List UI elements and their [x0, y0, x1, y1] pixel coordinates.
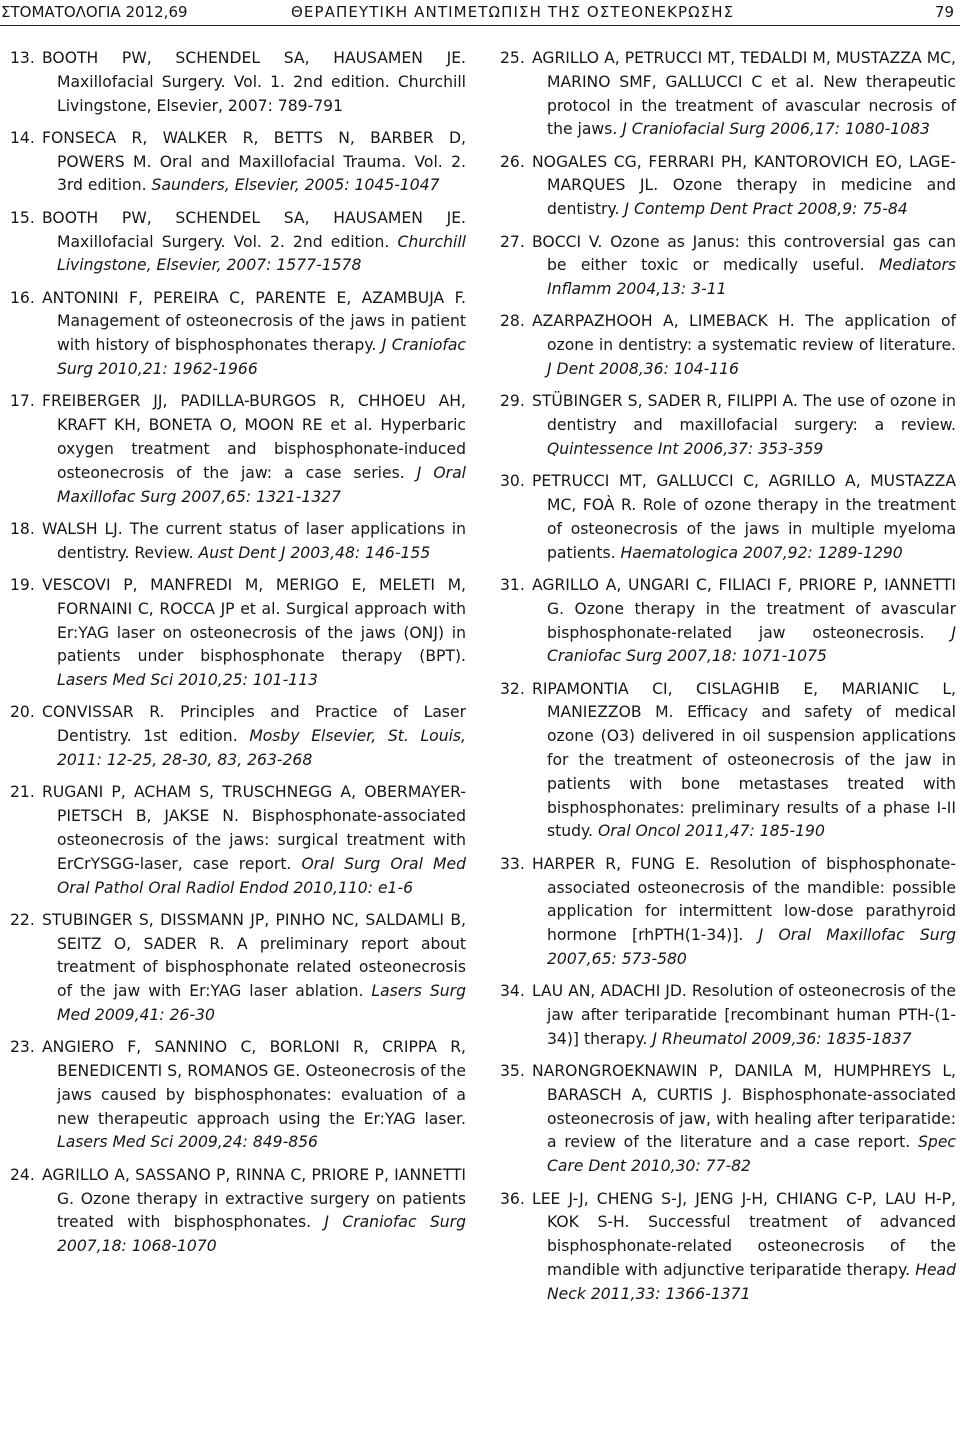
reference-item — [10, 518, 466, 566]
reference-item — [500, 574, 956, 669]
reference-item — [500, 231, 956, 302]
reference-number: 14. — [10, 128, 35, 147]
reference-source: Haematologica 2007,92: 1289-1290 — [620, 543, 903, 562]
reference-authors: RUGANI P, ACHAM S, TRUSCHNEGG A, OBERMAYER-PIETSCH B, JAKSE N. — [42, 783, 466, 826]
reference-title: The use of ozone in dentistry and maxillofacial surgery: a review. — [547, 392, 956, 435]
reference-source: Saunders, Elsevier, 2005: 1045-1047 — [151, 176, 440, 195]
references-column-left — [10, 47, 466, 1267]
reference-number: 17. — [10, 392, 35, 411]
reference-title: Ozone therapy in the treatment of avascular bisphosphonate-related jaw osteonecrosis. — [547, 599, 956, 642]
reference-number: 20. — [10, 703, 35, 722]
reference-source: J Craniofac Surg 2007,18: 1071-1075 — [547, 623, 956, 666]
reference-number: 28. — [500, 312, 525, 331]
reference-authors: RIPAMONTIA CI, CISLAGHIB E, MARIANIC L, MANIEZZOB M. — [532, 679, 956, 722]
reference-title: Osteonecrosis of the jaws caused by bisphosphonates: evaluation of a new therapeutic approach using the Er:YAG laser. — [57, 1062, 466, 1128]
reference-item — [500, 980, 956, 1051]
reference-source: Head Neck 2011,33: 1366-1371 — [547, 1260, 956, 1303]
reference-title: Ozone therapy in medicine and dentistry. — [547, 176, 956, 219]
reference-item — [500, 853, 956, 972]
reference-authors: NOGALES CG, FERRARI PH, KANTOROVICH EO, LAGE-MARQUES JL. — [532, 152, 956, 195]
reference-number: 35. — [500, 1062, 525, 1081]
reference-title: Surgical approach with Er:YAG laser on osteonecrosis of the jaws (ONJ) in patients under bisphosphonate therapy (BPT). — [57, 599, 466, 666]
reference-title: Maxillofacial Surgery. Vol. 1. 2nd edition. Churchill Livingstone, Elsevier, 2007: 789-791 — [57, 72, 466, 115]
reference-source: Aust Dent J 2003,48: 146-155 — [198, 543, 431, 562]
reference-item — [500, 1188, 956, 1307]
reference-item — [500, 151, 956, 222]
reference-title: Bisphosphonate-associated osteonecrosis of jaw, with healing after teriparatide: a review of the literature and a case report. — [547, 1085, 956, 1152]
reference-title: Resolution of osteonecrosis of the jaw after teriparatide [recombinant human PTH-(1-34)] therapy. — [547, 982, 956, 1048]
reference-source: Oral Oncol 2011,47: 185-190 — [597, 822, 825, 841]
reference-authors: STÜBINGER S, SADER R, FILIPPI A. — [532, 392, 798, 411]
reference-number: 18. — [10, 519, 35, 538]
reference-source: J Craniofacial Surg 2006,17: 1080-1083 — [622, 120, 930, 139]
reference-source: J Craniofac Surg 2007,18: 1068-1070 — [57, 1213, 466, 1256]
reference-title: Oral and Maxillofacial Trauma. Vol. 2. 3rd edition. — [57, 152, 466, 195]
reference-number: 23. — [10, 1038, 35, 1057]
reference-authors: LEE J-J, CHENG S-J, JENG J-H, CHIANG C-P, LAU H-P, KOK S-H. — [532, 1189, 956, 1232]
reference-authors: NARONGROEKNAWIN P, DANILA M, HUMPHREYS L, BARASCH A, CURTIS J. — [532, 1062, 956, 1104]
reference-authors: CONVISSAR R. — [42, 703, 165, 722]
reference-item — [500, 47, 956, 142]
reference-item — [500, 390, 956, 461]
reference-item — [10, 701, 466, 772]
reference-number: 31. — [500, 575, 525, 594]
reference-authors: BOCCI V. — [532, 232, 603, 251]
reference-title: A preliminary report about treatment of bisphosphonate related osteonecrosis of the jaw with Er:YAG laser ablation. — [57, 934, 466, 1001]
reference-source: Lasers Med Sci 2010,25: 101-113 — [57, 671, 318, 690]
reference-item — [10, 1164, 466, 1259]
reference-source: Lasers Med Sci 2009,24: 849-856 — [57, 1133, 318, 1152]
running-title: ΘΕΡΑΠΕΥΤΙΚΗ ΑΝΤΙΜΕΤΩΠΙΣΗ ΤΗΣ ΟΣΤΕΟΝΕΚΡΩΣΗΣ — [291, 3, 735, 21]
reference-authors: ANGIERO F, SANNINO C, BORLONI R, CRIPPA R, BENEDICENTI S, ROMANOS GE. — [42, 1038, 466, 1081]
reference-number: 29. — [500, 392, 525, 411]
reference-source: J Craniofac Surg 2010,21: 1962-1966 — [57, 336, 466, 379]
reference-source: J Dent 2008,36: 104-116 — [547, 360, 739, 379]
reference-title: Bisphosphonate-associated osteonecrosis of the jaws: surgical treatment with ErCrYSGG-laser, case report. — [57, 807, 466, 873]
reference-source: Oral Surg Oral Med Oral Pathol Oral Radiol Endod 2010,110: e1-6 — [57, 854, 466, 897]
reference-number: 34. — [500, 982, 525, 1001]
reference-item — [10, 1036, 466, 1155]
reference-title: The current status of laser applications in dentistry. Review. — [57, 519, 466, 562]
reference-source: J Contemp Dent Pract 2008,9: 75-84 — [624, 200, 908, 219]
reference-item — [10, 574, 466, 693]
reference-item — [500, 470, 956, 565]
reference-title: The application of ozone in dentistry: a systematic review of literature. — [547, 312, 956, 355]
reference-authors: BOOTH PW, SCHENDEL SA, HAUSAMEN JE. — [42, 49, 466, 67]
reference-authors: AZARPAZHOOH A, LIMEBACK H. — [532, 312, 795, 331]
reference-item — [10, 781, 466, 900]
reference-item — [10, 287, 466, 382]
reference-title: Principles and Practice of Laser Dentistry. 1st edition. — [57, 703, 466, 746]
reference-title: Hyperbaric oxygen treatment and bisphosphonate-induced osteonecrosis of the jaw: a case series. — [57, 416, 466, 482]
reference-number: 16. — [10, 288, 35, 307]
reference-authors: FONSECA R, WALKER R, BETTS N, BARBER D, POWERS M. — [42, 128, 466, 171]
reference-authors: HARPER R, FUNG E. — [532, 854, 700, 873]
reference-source: J Rheumatol 2009,36: 1835-1837 — [652, 1029, 912, 1048]
reference-source: Quintessence Int 2006,37: 353-359 — [547, 439, 824, 458]
reference-authors: WALSH LJ. — [42, 519, 123, 538]
reference-title: Resolution of bisphosphonate-associated osteonecrosis of the mandible: possible application for intermittent low-dose parathyroid hormone [rhPTH(1-34)]. — [547, 854, 956, 945]
reference-item — [10, 390, 466, 509]
reference-number: 25. — [500, 49, 525, 67]
reference-title: Successful treatment of advanced bisphosphonate-related osteonecrosis of the mandible with adjunctive teriparatide therapy. — [547, 1213, 956, 1279]
reference-source: Mediators Inflamm 2004,13: 3-11 — [547, 256, 956, 299]
journal-name: ΣΤΟΜΑΤΟΛΟΓΙΑ 2012,69 — [1, 3, 188, 21]
reference-authors: AGRILLO A, PETRUCCI MT, TEDALDI M, MUSTAZZA MC, MARINO SMF, GALLUCCI C et al. — [532, 49, 956, 91]
reference-number: 19. — [10, 575, 35, 594]
reference-source: Churchill Livingstone, Elsevier, 2007: 1577-1578 — [57, 232, 466, 275]
reference-source: Spec Care Dent 2010,30: 77-82 — [547, 1133, 956, 1176]
reference-source: Lasers Surg Med 2009,41: 26-30 — [57, 982, 466, 1024]
reference-number: 24. — [10, 1165, 35, 1184]
reference-number: 26. — [500, 152, 525, 171]
reference-title: Maxillofacial Surgery. Vol. 2. 2nd edition. — [57, 232, 390, 251]
reference-number: 36. — [500, 1189, 525, 1208]
reference-number: 30. — [500, 472, 525, 491]
reference-authors: STUBINGER S, DISSMANN JP, PINHO NC, SALDAMLI B, SEITZ O, SADER R. — [42, 910, 466, 953]
reference-source: J Oral Maxillofac Surg 2007,65: 573-580 — [547, 926, 956, 968]
reference-number: 22. — [10, 910, 35, 929]
reference-authors: FREIBERGER JJ, PADILLA-BURGOS R, CHHOEU AH, KRAFT KH, BONETA O, MOON RE et al. — [42, 392, 466, 435]
reference-authors: PETRUCCI MT, GALLUCCI C, AGRILLO A, MUSTAZZA MC, FOÀ R. — [532, 472, 956, 515]
reference-source: Mosby Elsevier, St. Louis, 2011: 12-25, 28-30, 83, 263-268 — [57, 727, 466, 770]
reference-number: 33. — [500, 854, 525, 873]
reference-item — [500, 678, 956, 845]
reference-item — [10, 127, 466, 198]
reference-title: Ozone therapy in extractive surgery on patients treated with bisphosphonates. — [57, 1189, 466, 1232]
reference-authors: VESCOVI P, MANFREDI M, MERIGO E, MELETI M, FORNAINI C, ROCCA JP et al. — [42, 575, 466, 618]
reference-title: Efficacy and safety of medical ozone (O3) delivered in oil suspension applications for the treatment of osteonecrosis of the jaw in patients with bone metastases treated with bisphosphonates: preliminary results of a phase I-II study. — [547, 703, 956, 841]
reference-number: 15. — [10, 208, 35, 227]
reference-authors: ANTONINI F, PEREIRA C, PARENTE E, AZAMBUJA F. — [42, 288, 466, 307]
reference-number: 13. — [10, 49, 35, 67]
reference-authors: BOOTH PW, SCHENDEL SA, HAUSAMEN JE. — [42, 208, 466, 227]
reference-item — [500, 1060, 956, 1179]
reference-source: J Oral Maxillofac Surg 2007,65: 1321-1327 — [57, 463, 466, 506]
references-column-right — [500, 47, 956, 1315]
page-number: 79 — [934, 3, 954, 21]
reference-title: Role of ozone therapy in the treatment of osteonecrosis of the jaws in multiple myeloma patients. — [547, 496, 956, 562]
reference-item — [500, 310, 956, 381]
reference-title: New therapeutic protocol in the treatment of avascular necrosis of the jaws. — [547, 72, 956, 139]
reference-authors: AGRILLO A, SASSANO P, RINNA C, PRIORE P, IANNETTI G. — [42, 1165, 466, 1208]
reference-number: 27. — [500, 232, 525, 251]
reference-item — [10, 909, 466, 1028]
reference-item — [10, 47, 466, 118]
page-header — [0, 0, 960, 26]
reference-number: 32. — [500, 679, 525, 698]
reference-authors: LAU AN, ADACHI JD. — [532, 982, 687, 1001]
reference-title: Ozone as Janus: this controversial gas can be either toxic or medically useful. — [547, 232, 956, 275]
reference-authors: AGRILLO A, UNGARI C, FILIACI F, PRIORE P, IANNETTI G. — [532, 575, 956, 618]
reference-item — [10, 207, 466, 278]
reference-title: Management of osteonecrosis of the jaws in patient with history of bisphosphonates therapy. — [57, 312, 466, 355]
reference-number: 21. — [10, 783, 35, 802]
